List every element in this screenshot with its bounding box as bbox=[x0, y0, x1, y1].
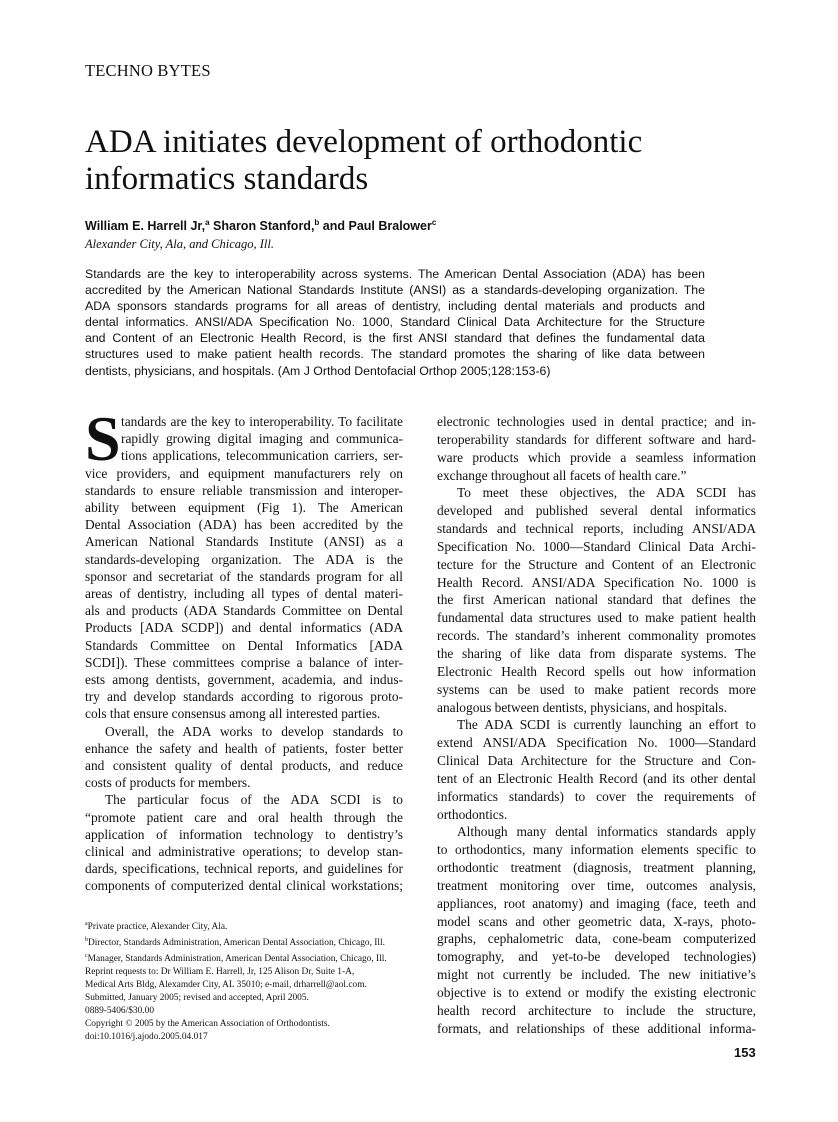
body-column-right bbox=[437, 413, 756, 1038]
body-text-line: Standards Committee on Dental Informatics [ADA bbox=[85, 637, 403, 653]
body-text-line: ability between equipment (Fig 1). The American bbox=[85, 500, 403, 516]
body-text-line: the first American national standard that defines the bbox=[437, 592, 756, 608]
body-text-line: orthodontic treatment (diagnosis, treatment planning, bbox=[437, 860, 756, 876]
body-text-line: “promote patient care and oral health through the bbox=[85, 809, 403, 825]
body-text-line: electronic technologies used in dental practice; and in- bbox=[437, 414, 756, 429]
footnote-line bbox=[85, 979, 415, 992]
body-text-line: and consistent quality of dental products, and reduce bbox=[85, 758, 403, 774]
body-text-line: areas of dentistry, including all types of dental materi- bbox=[85, 586, 403, 602]
body-text-line: costs of products for members. bbox=[85, 775, 251, 791]
author-affil-mark: a bbox=[205, 218, 210, 227]
body-text-line: To meet these objectives, the ADA SCDI has bbox=[457, 485, 756, 501]
body-text-line: health record architecture to include the structure, bbox=[437, 1002, 756, 1018]
author-affiliation: Alexander City, Ala, and Chicago, Ill. bbox=[85, 237, 274, 251]
body-text-line: systems can be used to make patient records more bbox=[437, 681, 756, 697]
body-text-line: Electronic Health Record spells out how information bbox=[437, 663, 756, 679]
body-column-left bbox=[85, 403, 403, 895]
body-text-line: sponsor and secretariat of the standards program for all bbox=[85, 568, 403, 584]
body-text-line: The ADA SCDI is currently launching an effort to bbox=[457, 717, 756, 733]
footnote-text: Copyright © 2005 by the American Association of Orthodontists. bbox=[85, 1019, 330, 1030]
abstract-line: Standards are the key to interoperability across systems. The American Dental Association (ADA) has been bbox=[85, 267, 705, 281]
body-text-line: Overall, the ADA works to develop standards to bbox=[105, 723, 403, 739]
body-text-line: clinical and administrative operations; to develop stan- bbox=[85, 844, 403, 860]
footnote-mark: b bbox=[85, 937, 88, 944]
footnote-line bbox=[85, 1031, 415, 1044]
body-text-line: standards-developing organization. The ADA is the bbox=[85, 551, 403, 567]
body-text-line: als and products (ADA Standards Committee on Dental bbox=[85, 603, 403, 619]
body-text-line: developed and published several dental informatics bbox=[437, 503, 756, 519]
page-number: 153 bbox=[734, 1045, 756, 1060]
body-text-line: Although many dental informatics standards apply bbox=[457, 824, 756, 840]
body-text-line: try and develop standards according to rigorous proto- bbox=[85, 689, 403, 705]
body-text-line: graphs, cephalometric data, cone-beam computerized bbox=[437, 931, 756, 947]
body-text-line: rapidly growing digital imaging and communica- bbox=[121, 431, 403, 447]
paragraph bbox=[437, 413, 756, 484]
footnote-line bbox=[85, 934, 415, 950]
body-text-line: ests among dentists, government, academia, and indus- bbox=[85, 672, 403, 688]
body-text-line: records. The standard’s inherent commonality promotes bbox=[437, 628, 756, 644]
body-text-line: Products [ADA SCDP]) and dental informatics (ADA bbox=[85, 620, 403, 636]
body-text-line: model scans and other geometric data, X-rays, photo- bbox=[437, 913, 756, 929]
footnote-line bbox=[85, 918, 415, 934]
footnote-text: Private practice, Alexander City, Ala. bbox=[87, 922, 228, 933]
drop-cap: S bbox=[85, 403, 121, 474]
body-text-line: tomography, and yet-to-be developed technologies) bbox=[437, 949, 756, 965]
footnote-text: Director, Standards Administration, American Dental Association, Chicago, Ill. bbox=[88, 938, 385, 949]
body-text-line: The particular focus of the ADA SCDI is to bbox=[105, 792, 403, 808]
footnote-text: doi:10.1016/j.ajodo.2005.04.017 bbox=[85, 1032, 208, 1043]
body-text-line: teroperability standards for different software and hard- bbox=[437, 431, 756, 447]
body-text-line: informatics standards) to cover the requirements of bbox=[437, 788, 756, 804]
body-text-line: formats, and relationships of these additional informa- bbox=[437, 1020, 756, 1036]
body-text-line: American National Standards Institute (ANSI) as a bbox=[85, 534, 403, 550]
body-text-line: treatment monitoring over time, outcomes analysis, bbox=[437, 877, 756, 893]
body-text-line: orthodontics. bbox=[437, 806, 508, 822]
paragraph bbox=[437, 484, 756, 716]
body-text-line: application of information technology to dentistry’s bbox=[85, 826, 403, 842]
footnotes bbox=[85, 918, 415, 1044]
body-text-line: fundamental data structures used to make patient health bbox=[437, 610, 756, 626]
footnote-text: 0889-5406/$30.00 bbox=[85, 1006, 155, 1017]
body-text-line: appliances, root anatomy) and imaging (face, teeth and bbox=[437, 895, 756, 911]
footnote-mark: a bbox=[85, 921, 88, 927]
footnote-line bbox=[85, 966, 415, 979]
body-text-line: vice providers, and equipment manufacturers rely on bbox=[85, 465, 403, 481]
body-text-line: to orthodontics, many information elements specific to bbox=[437, 842, 756, 858]
body-text-line: might not currently be included. The new initiative’s bbox=[437, 967, 756, 983]
body-text-line: standards and technical reports, including ANSI/ADA bbox=[437, 521, 756, 537]
body-text-line: standards to ensure reliable transmission and interoper- bbox=[85, 482, 403, 498]
abstract-line: dentists, physicians, and hospitals. (Am J Orthod Dentofacial Orthop 2005;128:153-6) bbox=[85, 363, 551, 378]
body-text-line: components of computerized dental clinical workstations; bbox=[85, 878, 403, 894]
abstract-line: accredited by the American National Standards Institute (ANSI) as a standards-developing organization. The bbox=[85, 283, 705, 298]
body-text-line: enhance the safety and health of patients, foster better bbox=[85, 740, 403, 756]
author-name: Sharon Stanford, bbox=[209, 219, 315, 234]
body-text-line: Dental Association (ADA) has been accredited by the bbox=[85, 517, 403, 533]
paragraph bbox=[85, 723, 403, 792]
footnote-text: Manager, Standards Administration, American Dental Association, Chicago, Ill. bbox=[87, 954, 387, 965]
abstract bbox=[85, 266, 705, 379]
body-text-line: Specification No. 1000—Standard Clinical Data Archi- bbox=[437, 538, 756, 554]
body-text-line: objective is to extend or modify the existing electronic bbox=[437, 985, 756, 1000]
footnote-text: Medical Arts Bldg, Alexamder City, AL 35010; e-mail, drharrell@aol.com. bbox=[85, 980, 367, 991]
footnote-text: Reprint requests to: Dr William E. Harrell, Jr, 125 Alison Dr, Suite 1-A, bbox=[85, 967, 355, 978]
author-name: and Paul Bralower bbox=[319, 219, 432, 234]
body-text-line: Health Record. ANSI/ADA Specification No. 1000 is bbox=[437, 574, 756, 590]
paragraph bbox=[85, 791, 403, 894]
body-text-line: ware products which provide a seamless information bbox=[437, 449, 756, 465]
body-text-line: tandards are the key to interoperability. To facilitate bbox=[121, 414, 403, 429]
footnote-line bbox=[85, 1005, 415, 1018]
paragraph bbox=[85, 403, 403, 723]
title-line: informatics standards bbox=[85, 161, 369, 197]
author-affil-mark: c bbox=[431, 218, 437, 227]
body-text-line: tent of an Electronic Health Record (and its other dental bbox=[437, 770, 756, 786]
abstract-line: and Content of an Electronic Health Record, is the first ANSI standard that defines the fundamental data bbox=[85, 331, 705, 346]
body-text-line: dards, specifications, technical reports, and guidelines for bbox=[85, 861, 403, 877]
body-text-line: Clinical Data Architecture for the Structure and Con- bbox=[437, 753, 756, 769]
paragraph bbox=[437, 716, 756, 823]
footnote-line bbox=[85, 1018, 415, 1031]
body-text-line: SCDI]). These committees comprise a balance of inter- bbox=[85, 654, 403, 670]
section-label: TECHNO BYTES bbox=[85, 61, 211, 80]
author-affil-mark: b bbox=[314, 218, 320, 227]
body-text-line: exchange throughout all facets of health care.” bbox=[437, 467, 687, 483]
body-text-line: analogous between dentists, physicians, and hospitals. bbox=[437, 699, 728, 715]
author-list bbox=[85, 218, 436, 233]
footnote-text: Submitted, January 2005; revised and accepted, April 2005. bbox=[85, 993, 309, 1004]
author-name: William E. Harrell Jr, bbox=[85, 219, 206, 234]
body-text-line: tions applications, telecommunication carriers, ser- bbox=[121, 448, 403, 464]
abstract-line: ADA sponsors standards programs for all areas of dentistry, including dental materials and products and bbox=[85, 299, 705, 314]
body-text-line: the sharing of like data from disparate systems. The bbox=[437, 645, 756, 661]
article-title bbox=[85, 124, 642, 198]
paragraph bbox=[437, 823, 756, 1037]
abstract-line: dental informatics. ANSI/ADA Specification No. 1000, Standard Clinical Data Architecture for the Structure bbox=[85, 315, 705, 330]
body-text-line: extend ANSI/ADA Specification No. 1000—Standard bbox=[437, 735, 756, 751]
title-line: ADA initiates development of orthodontic bbox=[85, 124, 643, 160]
footnote-mark: c bbox=[85, 953, 88, 960]
footnote-line bbox=[85, 950, 415, 966]
body-text-line: tecture for the Structure and Content of an Electronic bbox=[437, 556, 756, 572]
abstract-line: structures used to make patient health records. The standard promotes the sharing of like data between bbox=[85, 347, 705, 362]
body-text-line: cols that ensure consensus among all interested parties. bbox=[85, 706, 381, 722]
footnote-line bbox=[85, 992, 415, 1005]
